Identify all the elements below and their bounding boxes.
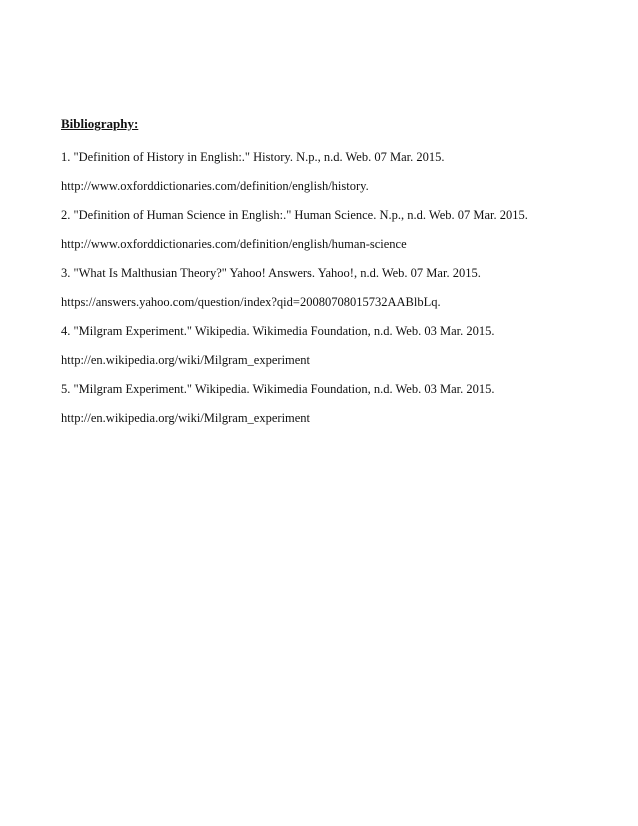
bibliography-section <box>61 115 621 438</box>
entry-4-url: http://en.wikipedia.org/wiki/Milgram_experiment <box>61 353 311 367</box>
entry-2-citation: 2. "Definition of Human Science in English:." Human Science. N.p., n.d. Web. 07 Mar. 2015. <box>61 208 528 222</box>
entry-2-url: http://www.oxforddictionaries.com/definition/english/human-science <box>61 237 407 251</box>
entry-1-citation: 1. "Definition of History in English:." History. N.p., n.d. Web. 07 Mar. 2015. <box>61 150 445 164</box>
entry-4-citation: 4. "Milgram Experiment." Wikipedia. Wikimedia Foundation, n.d. Web. 03 Mar. 2015. <box>61 324 495 338</box>
entry-3-url: https://answers.yahoo.com/question/index?qid=20080708015732AABlbLq. <box>61 295 441 309</box>
entry-1-url: http://www.oxforddictionaries.com/definition/english/history. <box>61 179 369 193</box>
bibliography-heading: Bibliography: <box>61 116 139 131</box>
entry-3-citation: 3. "What Is Malthusian Theory?" Yahoo! Answers. Yahoo!, n.d. Web. 07 Mar. 2015. <box>61 266 481 280</box>
entry-5-citation: 5. "Milgram Experiment." Wikipedia. Wikimedia Foundation, n.d. Web. 03 Mar. 2015. <box>61 382 495 396</box>
entry-5-url: http://en.wikipedia.org/wiki/Milgram_experiment <box>61 411 311 425</box>
